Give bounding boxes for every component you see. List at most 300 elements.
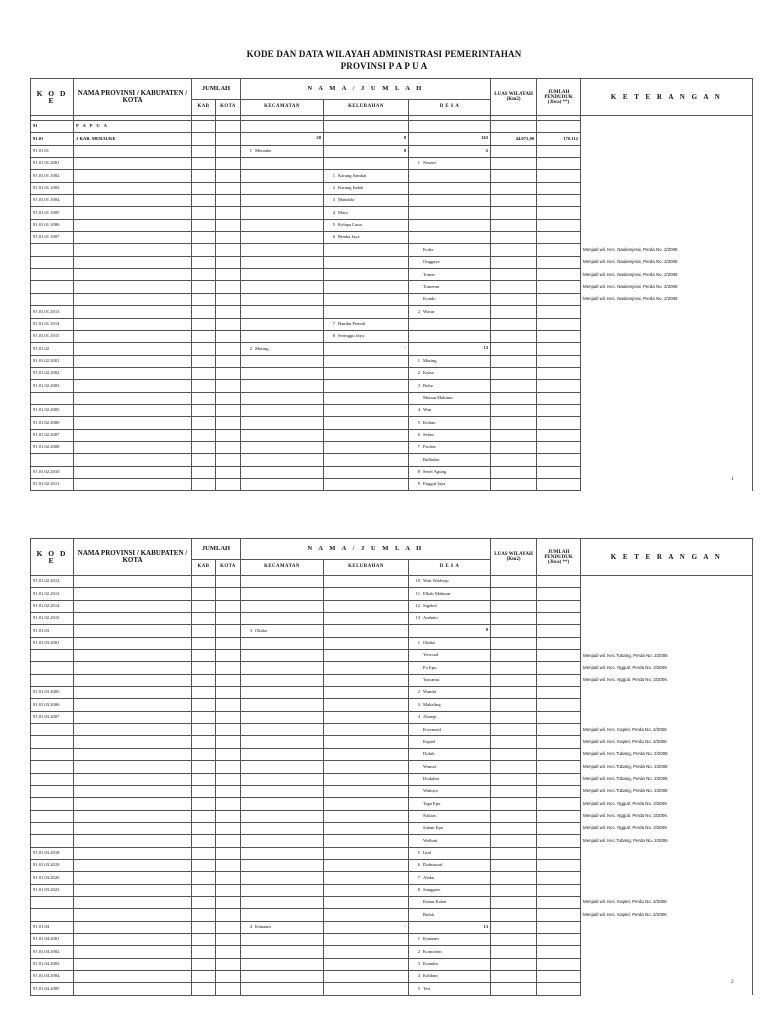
luas-cell xyxy=(491,773,537,785)
table-row xyxy=(31,613,753,625)
kecamatan-cell xyxy=(241,306,324,318)
penduduk-cell xyxy=(537,256,581,268)
desa-cell xyxy=(409,872,491,884)
kab-cell xyxy=(192,971,216,983)
keterangan-cell xyxy=(581,687,753,699)
keterangan-cell xyxy=(581,232,753,244)
nama-cell: P A P U A xyxy=(74,121,192,133)
kecamatan-cell xyxy=(241,330,324,342)
kota-cell xyxy=(216,158,241,170)
kode-cell: 91.01.02.2001 xyxy=(31,355,74,367)
header-kecamatan: KECAMATAN xyxy=(241,100,324,116)
luas-cell xyxy=(491,835,537,847)
keterangan-cell xyxy=(581,170,753,182)
kelurahan-cell xyxy=(324,983,409,995)
keterangan-cell xyxy=(581,330,753,342)
kab-cell xyxy=(192,404,216,416)
kecamatan-cell xyxy=(241,711,324,723)
keterangan-cell: Menjadi wil. Kec.Tubang, Perda No. 2/2006 xyxy=(581,835,753,847)
nama-cell xyxy=(74,367,192,379)
table-row xyxy=(31,256,753,268)
kab-cell xyxy=(192,232,216,244)
kecamatan-cell xyxy=(241,429,324,441)
kecamatan-cell xyxy=(241,699,324,711)
kota-cell xyxy=(216,600,241,612)
kota-cell xyxy=(216,859,241,871)
desa-cell xyxy=(409,971,491,983)
table-row xyxy=(31,293,753,305)
kecamatan-cell xyxy=(241,835,324,847)
kelurahan-cell xyxy=(324,822,409,834)
kecamatan-cell xyxy=(241,121,324,133)
keterangan-cell xyxy=(581,946,753,958)
desa-cell xyxy=(409,367,491,379)
nama-cell xyxy=(74,441,192,453)
desa-cell-name: Elkab Makmur xyxy=(423,590,451,596)
kota-cell xyxy=(216,835,241,847)
kelurahan-cell xyxy=(324,859,409,871)
desa-cell-number: 3 xyxy=(417,961,421,967)
kota-cell xyxy=(216,983,241,995)
kab-cell xyxy=(192,958,216,970)
kecamatan-cell xyxy=(241,466,324,478)
desa-cell xyxy=(409,650,491,662)
kelurahan-cell xyxy=(324,466,409,478)
desa-cell xyxy=(409,859,491,871)
table-row xyxy=(31,306,753,318)
nama-cell xyxy=(74,650,192,662)
desa-cell xyxy=(409,773,491,785)
kelurahan-cell xyxy=(324,600,409,612)
header-keterangan: K E T E R A N G A N xyxy=(581,79,753,116)
kab-cell xyxy=(192,872,216,884)
kecamatan-cell xyxy=(241,933,324,945)
desa-cell-number: 7 xyxy=(417,444,421,450)
kelurahan-cell xyxy=(324,429,409,441)
keterangan-cell xyxy=(581,207,753,219)
table-row xyxy=(31,859,753,871)
desa-cell-name: Boha xyxy=(423,382,433,388)
luas-cell xyxy=(491,306,537,318)
kota-cell xyxy=(216,121,241,133)
header-kode: K O D E xyxy=(31,539,74,576)
kota-cell xyxy=(216,281,241,293)
keterangan-cell xyxy=(581,367,753,379)
table-row xyxy=(31,687,753,699)
kecamatan-cell xyxy=(241,921,324,933)
desa-cell xyxy=(409,158,491,170)
penduduk-cell xyxy=(537,207,581,219)
kelurahan-cell xyxy=(324,637,409,649)
kota-cell xyxy=(216,847,241,859)
header-kab: KAB xyxy=(192,100,216,116)
table-row xyxy=(31,330,753,342)
desa-cell-number: 9 xyxy=(417,481,421,487)
luas-cell xyxy=(491,232,537,244)
kode-cell xyxy=(31,662,74,674)
table-row xyxy=(31,958,753,970)
header-nama-jumlah: N A M A / J U M L A H xyxy=(241,79,491,100)
kode-cell: 91.01.02.2015 xyxy=(31,613,74,625)
kelurahan-cell xyxy=(324,392,409,404)
kelurahan-cell xyxy=(324,872,409,884)
kecamatan-cell xyxy=(241,798,324,810)
penduduk-cell xyxy=(537,306,581,318)
keterangan-cell: Menjadi wil. Kec. Ngguti, Perda No. 2/2006 xyxy=(581,798,753,810)
kecamatan-cell xyxy=(241,637,324,649)
kota-cell xyxy=(216,687,241,699)
kode-cell xyxy=(31,392,74,404)
kelurahan-cell xyxy=(324,699,409,711)
kota-cell xyxy=(216,650,241,662)
penduduk-cell xyxy=(537,195,581,207)
kota-cell xyxy=(216,699,241,711)
luas-cell xyxy=(491,195,537,207)
kota-cell xyxy=(216,466,241,478)
header-kelurahan: KELURAHAN xyxy=(324,100,409,116)
kab-cell xyxy=(192,674,216,686)
header-jumlah: JUMLAH xyxy=(192,79,241,100)
desa-cell-name: Salam Epu xyxy=(423,825,444,831)
table-row xyxy=(31,380,753,392)
kelurahan-cell xyxy=(324,687,409,699)
nama-cell xyxy=(74,417,192,429)
desa-cell xyxy=(409,576,491,588)
kelurahan-cell xyxy=(324,244,409,256)
table-row xyxy=(31,983,753,995)
table-row xyxy=(31,478,753,490)
table-row xyxy=(31,637,753,649)
kode-cell xyxy=(31,293,74,305)
kab-cell xyxy=(192,182,216,194)
nama-cell xyxy=(74,872,192,884)
table-row xyxy=(31,872,753,884)
desa-cell xyxy=(409,724,491,736)
keterangan-cell xyxy=(581,182,753,194)
desa-cell-name: Alaku xyxy=(423,874,435,880)
nama-cell xyxy=(74,637,192,649)
luas-cell xyxy=(491,404,537,416)
kota-cell xyxy=(216,306,241,318)
kecamatan-cell xyxy=(241,404,324,416)
table-row xyxy=(31,736,753,748)
desa-cell-number: 3 xyxy=(417,382,421,388)
kelurahan-cell xyxy=(324,674,409,686)
desa-cell xyxy=(409,798,491,810)
desa-cell-name: Kondo xyxy=(423,296,436,302)
table-row xyxy=(31,674,753,686)
desa-cell xyxy=(409,417,491,429)
kode-cell xyxy=(31,909,74,921)
penduduk-cell xyxy=(537,773,581,785)
desa-cell-name: Enggal Jaya xyxy=(423,481,446,487)
luas-cell xyxy=(491,711,537,723)
desa-cell xyxy=(409,822,491,834)
document-subtitle: PROVINSI P A P U A xyxy=(340,61,428,71)
kecamatan-cell xyxy=(241,318,324,330)
nama-cell xyxy=(74,687,192,699)
desa-cell-name: Kiambu xyxy=(423,961,438,967)
kelurahan-cell-name: Mandala xyxy=(338,197,355,203)
desa-cell-number: 6 xyxy=(417,431,421,437)
desa-cell xyxy=(409,711,491,723)
luas-cell xyxy=(491,478,537,490)
keterangan-cell: Menjadi wil. Kec. Kaptel, Perda No. 2/2006 xyxy=(581,724,753,736)
desa-cell-name: Nasem xyxy=(423,160,436,166)
desa-cell-name: Kwemzid xyxy=(423,726,441,732)
luas-cell xyxy=(491,281,537,293)
kode-cell: 91.01.03 xyxy=(31,625,74,637)
nama-cell xyxy=(74,318,192,330)
desa-cell-name: Nakias xyxy=(423,812,436,818)
kelurahan-cell xyxy=(324,711,409,723)
desa-cell-name: Taga Epu xyxy=(423,800,441,806)
kelurahan-cell xyxy=(324,404,409,416)
kelurahan-cell xyxy=(324,588,409,600)
desa-cell xyxy=(409,219,491,231)
header-nama-jumlah: N A M A / J U M L A H xyxy=(241,539,491,560)
penduduk-cell xyxy=(537,600,581,612)
kelurahan-cell xyxy=(324,170,409,182)
desa-cell xyxy=(409,699,491,711)
penduduk-cell xyxy=(537,625,581,637)
table-row xyxy=(31,441,753,453)
kota-cell xyxy=(216,662,241,674)
penduduk-cell xyxy=(537,404,581,416)
kelurahan-cell xyxy=(324,761,409,773)
kode-cell xyxy=(31,650,74,662)
kode-cell xyxy=(31,269,74,281)
kab-cell xyxy=(192,687,216,699)
luas-cell xyxy=(491,380,537,392)
desa-cell xyxy=(409,454,491,466)
luas-cell xyxy=(491,859,537,871)
keterangan-cell xyxy=(581,318,753,330)
kota-cell xyxy=(216,872,241,884)
desa-cell xyxy=(409,896,491,908)
desa-cell-name: Dufmirauf xyxy=(423,862,443,868)
nama-cell xyxy=(74,613,192,625)
kab-cell xyxy=(192,343,216,355)
nama-cell xyxy=(74,625,192,637)
desa-cell xyxy=(409,478,491,490)
desa-cell-number: 2 xyxy=(417,689,421,695)
kecamatan-cell-number: 1 xyxy=(249,148,253,154)
kecamatan-cell xyxy=(241,355,324,367)
kecamatan-cell-name: Muting xyxy=(255,345,269,351)
kab-cell xyxy=(192,429,216,441)
luas-cell xyxy=(491,983,537,995)
kelurahan-cell xyxy=(324,576,409,588)
nama-cell xyxy=(74,244,192,256)
penduduk-cell xyxy=(537,810,581,822)
keterangan-cell: Menjadi wil. Kec. Naukenjerai, Perda No. 2/2006 xyxy=(581,269,753,281)
luas-cell xyxy=(491,946,537,958)
desa-cell-name: Teri xyxy=(423,985,431,991)
kota-cell xyxy=(216,773,241,785)
desa-cell-name: Kalilam xyxy=(423,973,438,979)
penduduk-cell xyxy=(537,454,581,466)
kelurahan-cell xyxy=(324,736,409,748)
keterangan-cell: Menjadi wil. Kec. Kaptel, Perda No. 2/2006 xyxy=(581,909,753,921)
desa-cell xyxy=(409,330,491,342)
table-page-1 xyxy=(30,78,752,491)
luas-cell xyxy=(491,958,537,970)
desa-cell-number: 1 xyxy=(417,160,421,166)
keterangan-cell: Menjadi wil. Kec. Naukenjerai, Perda No. 2/2006 xyxy=(581,293,753,305)
kecamatan-cell xyxy=(241,417,324,429)
desa-cell xyxy=(409,847,491,859)
penduduk-cell xyxy=(537,674,581,686)
desa-cell-name: Wabuyo xyxy=(423,788,439,794)
desa-cell xyxy=(409,392,491,404)
kelurahan-cell xyxy=(324,182,409,194)
header-luas: LUAS WILAYAH (Km2) xyxy=(491,539,537,576)
kab-cell xyxy=(192,170,216,182)
kelurahan-cell xyxy=(324,133,409,145)
nama-cell xyxy=(74,896,192,908)
keterangan-cell: Menjadi wil. Kec.Tubang, Perda No. 2/2006 xyxy=(581,650,753,662)
kecamatan-cell xyxy=(241,983,324,995)
luas-cell xyxy=(491,798,537,810)
nama-cell xyxy=(74,145,192,157)
nama-cell xyxy=(74,588,192,600)
kelurahan-cell xyxy=(324,946,409,958)
kab-cell xyxy=(192,822,216,834)
kab-cell xyxy=(192,662,216,674)
desa-cell-name: Wasur xyxy=(423,308,435,314)
desa-cell xyxy=(409,466,491,478)
desa-cell-number: 8 xyxy=(417,886,421,892)
kab-cell xyxy=(192,613,216,625)
kecamatan-cell xyxy=(241,158,324,170)
kelurahan-cell-name: Maro xyxy=(338,209,348,215)
kode-cell: 91.01.01.1014 xyxy=(31,318,74,330)
table-row xyxy=(31,761,753,773)
penduduk-cell xyxy=(537,711,581,723)
luas-cell xyxy=(491,588,537,600)
kota-cell xyxy=(216,946,241,958)
desa-cell xyxy=(409,244,491,256)
kelurahan-cell xyxy=(324,847,409,859)
kode-cell: 91.01.03.2020 xyxy=(31,872,74,884)
penduduk-cell xyxy=(537,736,581,748)
desa-cell xyxy=(409,269,491,281)
kecamatan-cell xyxy=(241,971,324,983)
header-kecamatan: KECAMATAN xyxy=(241,560,324,576)
kab-cell xyxy=(192,983,216,995)
desa-cell xyxy=(409,946,491,958)
table-row xyxy=(31,392,753,404)
luas-cell xyxy=(491,429,537,441)
desa-cell-name: Sanggase xyxy=(423,886,441,892)
nama-cell xyxy=(74,674,192,686)
kab-cell xyxy=(192,946,216,958)
keterangan-cell xyxy=(581,343,753,355)
kode-cell: 91.01.02.2010 xyxy=(31,466,74,478)
kelurahan-cell xyxy=(324,958,409,970)
kelurahan-cell-number: 4 xyxy=(332,209,336,215)
luas-cell xyxy=(491,724,537,736)
desa-cell xyxy=(409,687,491,699)
keterangan-cell: Menjadi wil. Kec. Kaptel, Perda No. 2/2006 xyxy=(581,736,753,748)
desa-cell-name: Bulbalan xyxy=(423,456,440,462)
kota-cell xyxy=(216,343,241,355)
table-row xyxy=(31,650,753,662)
penduduk-cell xyxy=(537,576,581,588)
kab-cell xyxy=(192,355,216,367)
keterangan-cell xyxy=(581,454,753,466)
nama-cell xyxy=(74,404,192,416)
penduduk-cell xyxy=(537,170,581,182)
keterangan-cell xyxy=(581,441,753,453)
desa-cell-name: Muting xyxy=(423,357,437,363)
desa-cell xyxy=(409,637,491,649)
luas-cell xyxy=(491,847,537,859)
luas-cell xyxy=(491,293,537,305)
kota-cell xyxy=(216,404,241,416)
desa-cell xyxy=(409,145,491,157)
kab-cell xyxy=(192,417,216,429)
desa-cell xyxy=(409,958,491,970)
keterangan-cell xyxy=(581,847,753,859)
penduduk-cell xyxy=(537,355,581,367)
luas-cell xyxy=(491,244,537,256)
keterangan-cell xyxy=(581,576,753,588)
kelurahan-cell xyxy=(324,343,409,355)
kelurahan-cell xyxy=(324,835,409,847)
kota-cell xyxy=(216,392,241,404)
kab-cell xyxy=(192,293,216,305)
kab-cell xyxy=(192,933,216,945)
desa-cell-name: Okaba xyxy=(423,640,436,646)
kelurahan-cell xyxy=(324,971,409,983)
penduduk-cell xyxy=(537,219,581,231)
kode-cell: 91.01.01.1007 xyxy=(31,232,74,244)
nama-cell xyxy=(74,343,192,355)
desa-cell-name: Selaw xyxy=(423,431,435,437)
kode-cell: 91.01.02.2002 xyxy=(31,367,74,379)
desa-cell-name: Kaiza xyxy=(423,370,434,376)
keterangan-cell xyxy=(581,195,753,207)
keterangan-cell xyxy=(581,600,753,612)
keterangan-cell xyxy=(581,306,753,318)
penduduk-cell xyxy=(537,380,581,392)
header-kota: KOTA xyxy=(216,100,241,116)
kab-cell xyxy=(192,736,216,748)
nama-cell xyxy=(74,600,192,612)
keterangan-cell: Menjadi wil. Kec. Naukenjerai, Perda No. 2/2006 xyxy=(581,281,753,293)
desa-cell xyxy=(409,441,491,453)
kota-cell xyxy=(216,441,241,453)
desa-cell xyxy=(409,195,491,207)
kecamatan-cell xyxy=(241,650,324,662)
kelurahan-cell xyxy=(324,256,409,268)
kelurahan-cell xyxy=(324,158,409,170)
penduduk-cell xyxy=(537,785,581,797)
nama-cell xyxy=(74,380,192,392)
kab-cell xyxy=(192,724,216,736)
kode-cell xyxy=(31,785,74,797)
luas-cell xyxy=(491,896,537,908)
table-row xyxy=(31,182,753,194)
penduduk-cell xyxy=(537,429,581,441)
desa-cell-count: 13 xyxy=(483,923,489,929)
kelurahan-cell xyxy=(324,269,409,281)
penduduk-cell xyxy=(537,244,581,256)
desa-cell xyxy=(409,207,491,219)
kode-cell xyxy=(31,244,74,256)
